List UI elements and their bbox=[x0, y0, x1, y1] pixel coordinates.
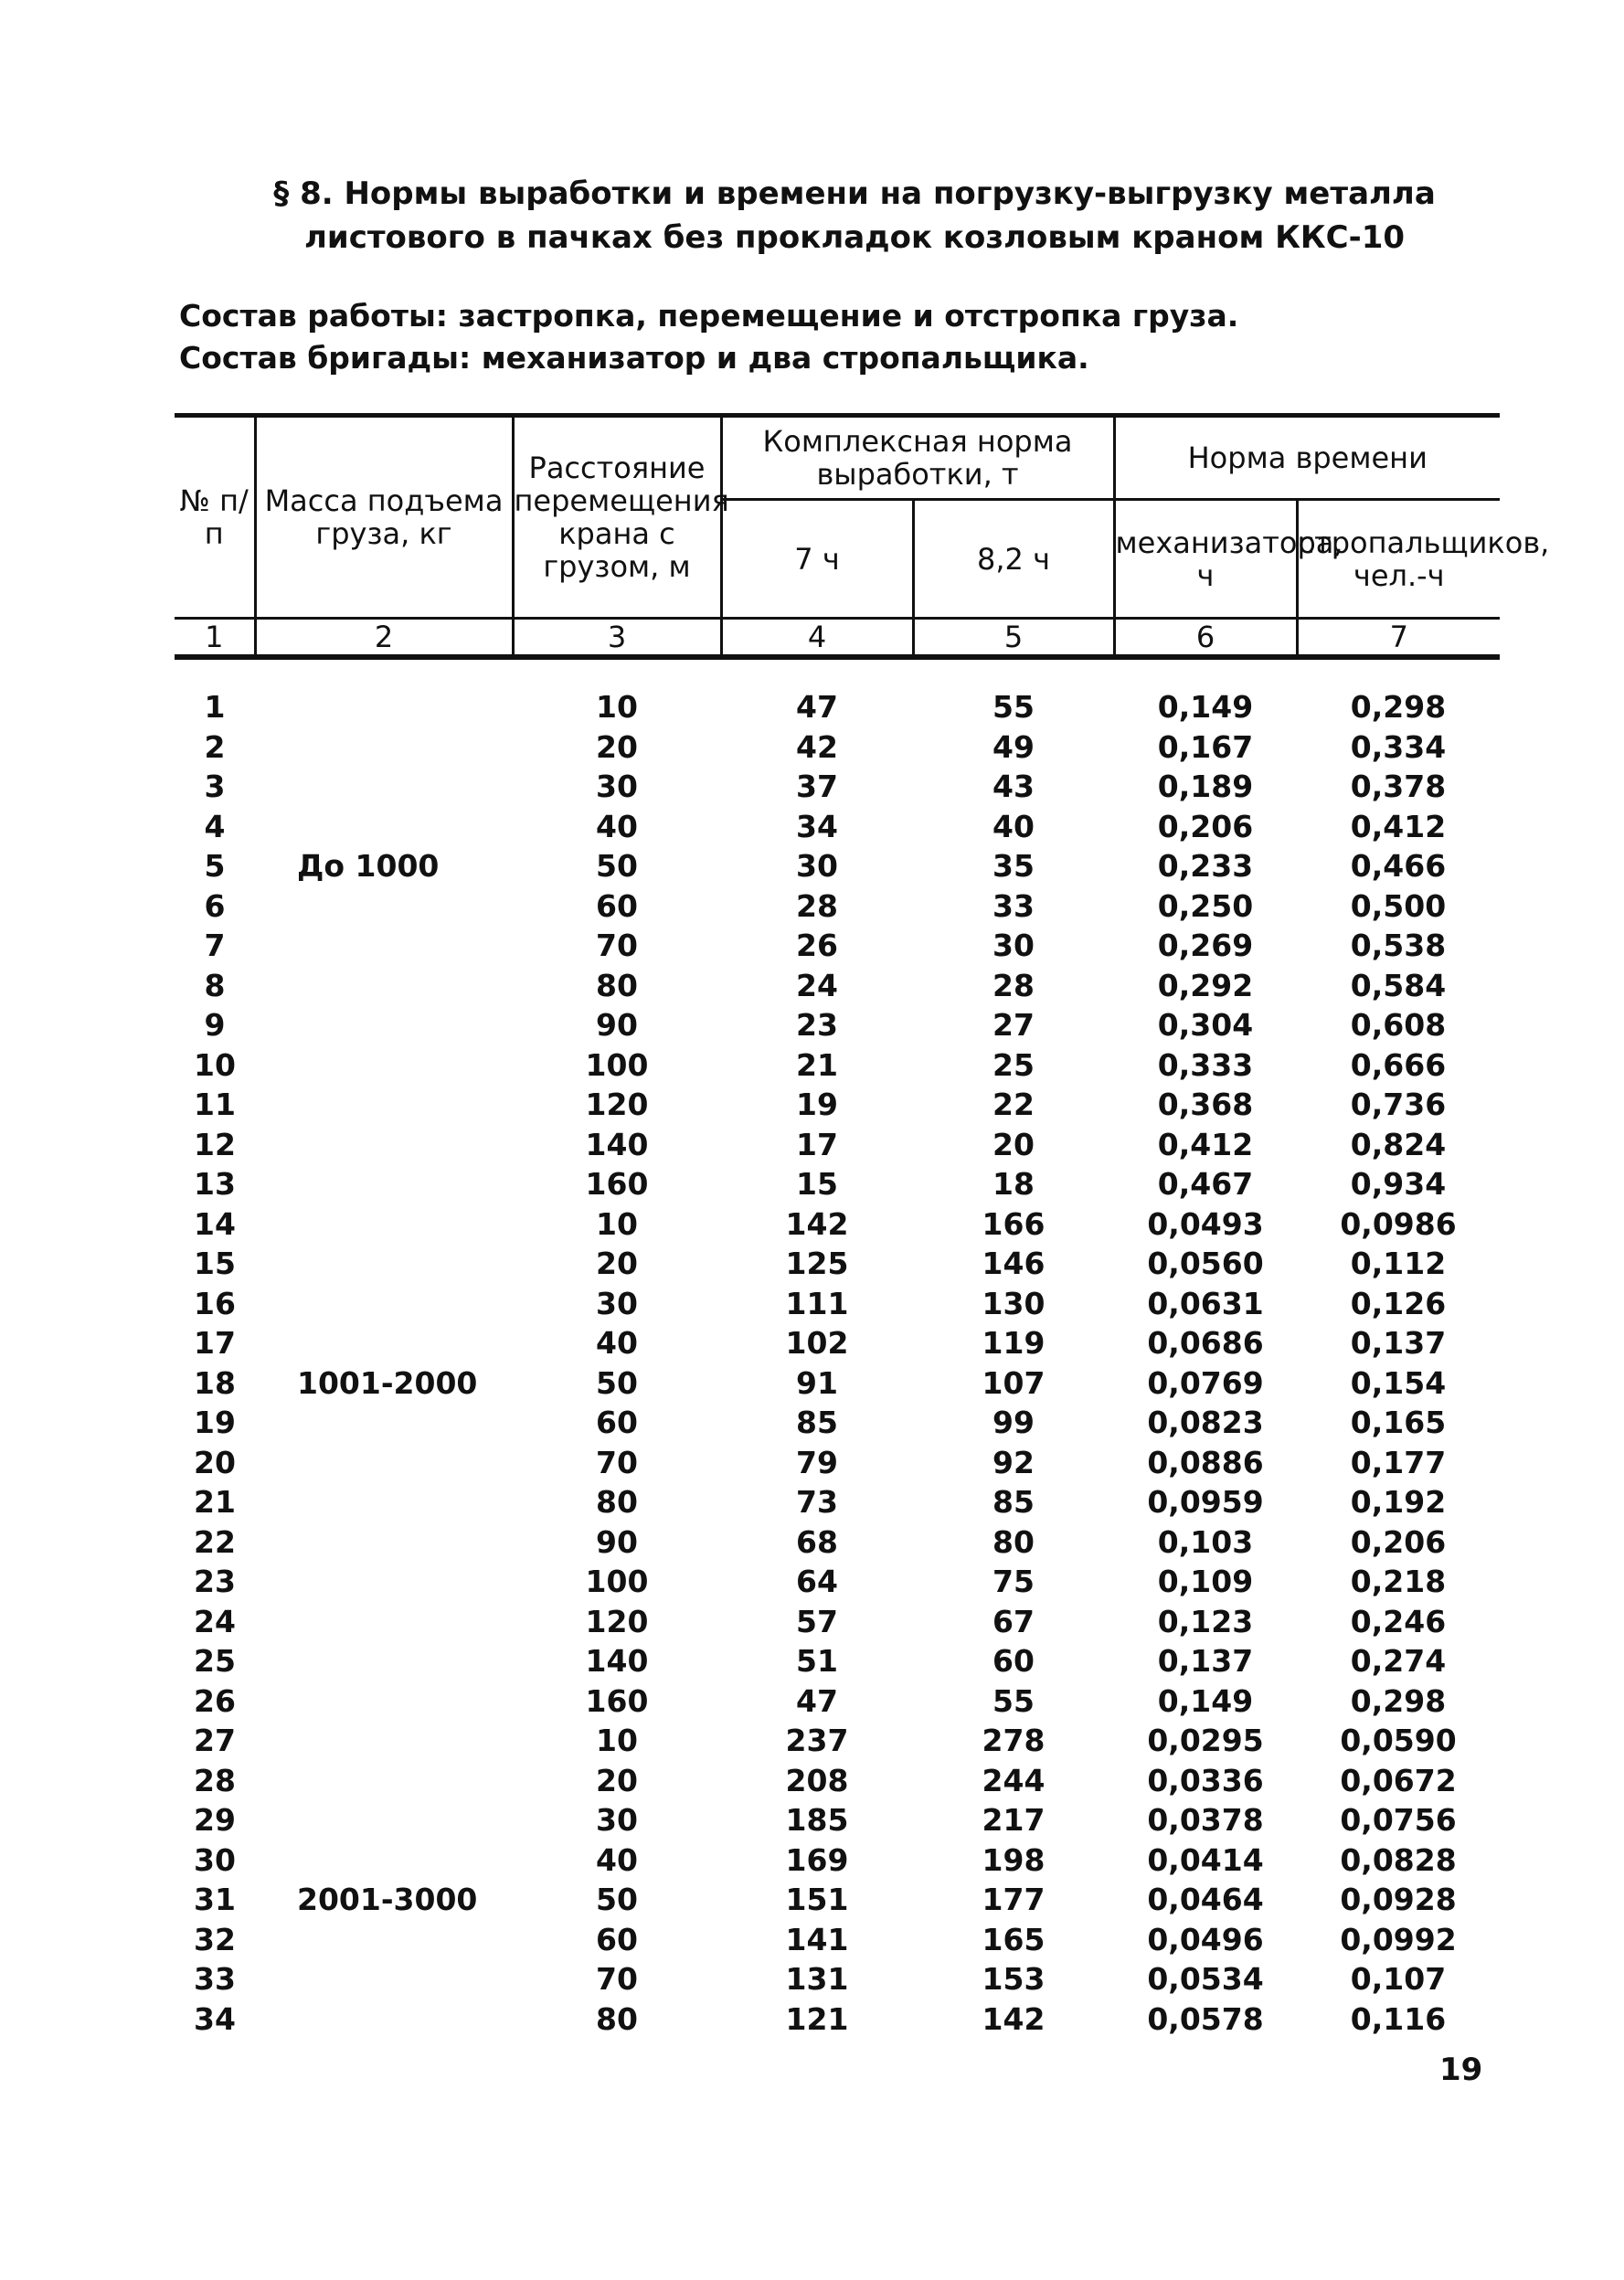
table-row bbox=[175, 966, 1500, 1006]
time-mechanic-cell: 0,0378 bbox=[1147, 1802, 1264, 1839]
mass-cell bbox=[255, 1761, 513, 1801]
row-number-cell: 29 bbox=[194, 1802, 236, 1839]
output-82h-cell: 35 bbox=[992, 848, 1035, 885]
time-mechanic-cell: 0,0493 bbox=[1147, 1205, 1264, 1242]
distance-cell: 70 bbox=[596, 1961, 638, 1998]
work-composition-text: Состав работы: застропка, перемещение и отстропка груза. bbox=[179, 298, 1239, 334]
row-number-cell: 13 bbox=[194, 1166, 236, 1203]
time-slingers-cell: 0,608 bbox=[1350, 1007, 1447, 1044]
table-row bbox=[175, 1522, 1500, 1563]
time-mechanic-cell: 0,206 bbox=[1157, 808, 1254, 844]
mass-cell bbox=[255, 1959, 513, 1999]
time-slingers-cell: 0,334 bbox=[1350, 728, 1447, 765]
output-7h-cell: 91 bbox=[796, 1364, 838, 1401]
distance-cell: 60 bbox=[596, 1405, 638, 1441]
time-slingers-cell: 0,500 bbox=[1350, 887, 1447, 924]
time-slingers-cell: 0,378 bbox=[1350, 769, 1447, 805]
time-mechanic-cell: 0,0823 bbox=[1147, 1405, 1264, 1441]
time-mechanic-cell: 0,0959 bbox=[1147, 1484, 1264, 1521]
time-mechanic-cell: 0,0560 bbox=[1147, 1246, 1264, 1282]
row-number-cell: 6 bbox=[204, 887, 226, 924]
mass-cell bbox=[255, 1999, 513, 2040]
row-number-cell: 9 bbox=[204, 1007, 226, 1044]
time-slingers-cell: 0,466 bbox=[1350, 848, 1447, 885]
table-row bbox=[175, 1284, 1500, 1324]
row-number-cell: 24 bbox=[194, 1603, 236, 1639]
output-7h-cell: 85 bbox=[796, 1405, 838, 1441]
row-number-cell: 16 bbox=[194, 1285, 236, 1321]
output-7h-cell: 42 bbox=[796, 728, 838, 765]
output-82h-cell: 217 bbox=[982, 1802, 1046, 1839]
time-slingers-cell: 0,116 bbox=[1350, 2000, 1447, 2037]
row-number-cell: 27 bbox=[194, 1723, 236, 1759]
table-row bbox=[175, 727, 1500, 768]
mass-cell bbox=[255, 1085, 513, 1125]
distance-cell: 140 bbox=[585, 1126, 649, 1162]
header-time: Норма времени bbox=[1114, 416, 1500, 500]
table-row bbox=[175, 1045, 1500, 1086]
output-82h-cell: 67 bbox=[992, 1603, 1035, 1639]
distance-cell: 90 bbox=[596, 1007, 638, 1044]
time-slingers-cell: 0,126 bbox=[1350, 1285, 1447, 1321]
time-mechanic-cell: 0,0295 bbox=[1147, 1723, 1264, 1759]
distance-cell: 30 bbox=[596, 769, 638, 805]
output-82h-cell: 75 bbox=[992, 1564, 1035, 1600]
mass-cell bbox=[255, 657, 513, 727]
output-7h-cell: 79 bbox=[796, 1444, 838, 1480]
col-number-1: 1 bbox=[175, 619, 255, 658]
mass-cell: 2001-3000 bbox=[297, 1882, 478, 1918]
table-row bbox=[175, 1721, 1500, 1761]
distance-cell: 160 bbox=[585, 1682, 649, 1719]
table-row bbox=[175, 807, 1500, 847]
col-number-6: 6 bbox=[1114, 619, 1297, 658]
time-slingers-cell: 0,666 bbox=[1350, 1046, 1447, 1083]
distance-cell: 40 bbox=[596, 808, 638, 844]
table-row bbox=[175, 1681, 1500, 1722]
distance-cell: 60 bbox=[596, 1921, 638, 1957]
output-7h-cell: 131 bbox=[785, 1961, 849, 1998]
time-slingers-cell: 0,538 bbox=[1350, 928, 1447, 964]
table-row bbox=[175, 1562, 1500, 1602]
header-output-82h: 8,2 ч bbox=[913, 500, 1114, 619]
time-mechanic-cell: 0,0414 bbox=[1147, 1841, 1264, 1878]
output-82h-cell: 130 bbox=[982, 1285, 1046, 1321]
time-slingers-cell: 0,107 bbox=[1350, 1961, 1447, 1998]
mass-cell bbox=[255, 727, 513, 768]
mass-cell: 1001-2000 bbox=[297, 1364, 478, 1401]
output-7h-cell: 26 bbox=[796, 928, 838, 964]
distance-cell: 80 bbox=[596, 2000, 638, 2037]
output-7h-cell: 169 bbox=[785, 1841, 849, 1878]
table-body bbox=[175, 657, 1500, 2039]
time-mechanic-cell: 0,292 bbox=[1157, 967, 1254, 1003]
output-7h-cell: 102 bbox=[785, 1325, 849, 1362]
time-mechanic-cell: 0,189 bbox=[1157, 769, 1254, 805]
output-7h-cell: 111 bbox=[785, 1285, 849, 1321]
output-82h-cell: 60 bbox=[992, 1643, 1035, 1680]
row-number-cell: 8 bbox=[204, 967, 226, 1003]
table-row bbox=[175, 1800, 1500, 1840]
mass-cell bbox=[255, 1482, 513, 1522]
row-number-cell: 30 bbox=[194, 1841, 236, 1878]
output-82h-cell: 244 bbox=[982, 1762, 1046, 1798]
table-row bbox=[175, 1204, 1500, 1245]
time-slingers-cell: 0,218 bbox=[1350, 1564, 1447, 1600]
time-slingers-cell: 0,137 bbox=[1350, 1325, 1447, 1362]
output-82h-cell: 107 bbox=[982, 1364, 1046, 1401]
mass-cell bbox=[255, 1403, 513, 1443]
time-mechanic-cell: 0,109 bbox=[1157, 1564, 1254, 1600]
output-7h-cell: 23 bbox=[796, 1007, 838, 1044]
table-row bbox=[175, 1602, 1500, 1642]
table-row bbox=[175, 1880, 1500, 1920]
col-number-2: 2 bbox=[255, 619, 513, 658]
table-row bbox=[175, 1959, 1500, 1999]
row-number-cell: 31 bbox=[194, 1882, 236, 1918]
time-mechanic-cell: 0,0496 bbox=[1147, 1921, 1264, 1957]
time-mechanic-cell: 0,0769 bbox=[1147, 1364, 1264, 1401]
distance-cell: 50 bbox=[596, 848, 638, 885]
distance-cell: 20 bbox=[596, 1762, 638, 1798]
row-number-cell: 15 bbox=[194, 1246, 236, 1282]
table-row bbox=[175, 1323, 1500, 1363]
mass-cell bbox=[255, 1920, 513, 1960]
mass-cell bbox=[255, 807, 513, 847]
output-7h-cell: 142 bbox=[785, 1205, 849, 1242]
time-slingers-cell: 0,177 bbox=[1350, 1444, 1447, 1480]
table-row bbox=[175, 926, 1500, 966]
row-number-cell: 20 bbox=[194, 1444, 236, 1480]
time-slingers-cell: 0,0986 bbox=[1340, 1205, 1457, 1242]
output-7h-cell: 17 bbox=[796, 1126, 838, 1162]
row-number-cell: 26 bbox=[194, 1682, 236, 1719]
output-7h-cell: 185 bbox=[785, 1802, 849, 1839]
heading-line-1: § 8. Нормы выработки и времени на погрузку-выгрузку металла bbox=[273, 175, 1436, 212]
header-output: Комплексная норма выработки, т bbox=[721, 416, 1114, 500]
output-7h-cell: 34 bbox=[796, 808, 838, 844]
output-82h-cell: 43 bbox=[992, 769, 1035, 805]
table-row bbox=[175, 1920, 1500, 1960]
col-number-3: 3 bbox=[513, 619, 721, 658]
time-mechanic-cell: 0,368 bbox=[1157, 1087, 1254, 1123]
time-slingers-cell: 0,192 bbox=[1350, 1484, 1447, 1521]
time-mechanic-cell: 0,0631 bbox=[1147, 1285, 1264, 1321]
time-slingers-cell: 0,0672 bbox=[1340, 1762, 1457, 1798]
output-7h-cell: 64 bbox=[796, 1564, 838, 1600]
distance-cell: 10 bbox=[596, 1205, 638, 1242]
row-number-cell: 17 bbox=[194, 1325, 236, 1362]
output-7h-cell: 28 bbox=[796, 887, 838, 924]
time-slingers-cell: 0,412 bbox=[1350, 808, 1447, 844]
mass-cell bbox=[255, 1721, 513, 1761]
table-row bbox=[175, 1641, 1500, 1681]
row-number-cell: 32 bbox=[194, 1921, 236, 1957]
output-82h-cell: 25 bbox=[992, 1046, 1035, 1083]
mass-cell: До 1000 bbox=[297, 848, 440, 885]
table-row bbox=[175, 1085, 1500, 1125]
time-mechanic-cell: 0,304 bbox=[1157, 1007, 1254, 1044]
output-7h-cell: 21 bbox=[796, 1046, 838, 1083]
row-number-cell: 10 bbox=[194, 1046, 236, 1083]
time-slingers-cell: 0,246 bbox=[1350, 1603, 1447, 1639]
output-82h-cell: 20 bbox=[992, 1126, 1035, 1162]
distance-cell: 120 bbox=[585, 1087, 649, 1123]
table-header bbox=[175, 416, 1550, 658]
mass-cell bbox=[255, 966, 513, 1006]
distance-cell: 140 bbox=[585, 1643, 649, 1680]
header-distance: Расстояние перемещения крана с грузом, м bbox=[513, 416, 721, 619]
output-7h-cell: 15 bbox=[796, 1166, 838, 1203]
distance-cell: 10 bbox=[596, 1723, 638, 1759]
output-82h-cell: 49 bbox=[992, 728, 1035, 765]
time-mechanic-cell: 0,269 bbox=[1157, 928, 1254, 964]
output-82h-cell: 165 bbox=[982, 1921, 1046, 1957]
time-slingers-cell: 0,298 bbox=[1350, 689, 1447, 726]
distance-cell: 30 bbox=[596, 1285, 638, 1321]
table-row bbox=[175, 1363, 1500, 1404]
row-number-cell: 25 bbox=[194, 1643, 236, 1680]
time-slingers-cell: 0,112 bbox=[1350, 1246, 1447, 1282]
distance-cell: 20 bbox=[596, 728, 638, 765]
mass-cell bbox=[255, 1284, 513, 1324]
time-slingers-cell: 0,0756 bbox=[1340, 1802, 1457, 1839]
distance-cell: 60 bbox=[596, 887, 638, 924]
table-row bbox=[175, 1403, 1500, 1443]
distance-cell: 80 bbox=[596, 967, 638, 1003]
crew-composition-text: Состав бригады: механизатор и два стропальщика. bbox=[179, 340, 1089, 376]
table-row bbox=[175, 886, 1500, 927]
row-number-cell: 14 bbox=[194, 1205, 236, 1242]
output-7h-cell: 19 bbox=[796, 1087, 838, 1123]
time-mechanic-cell: 0,0534 bbox=[1147, 1961, 1264, 1998]
time-mechanic-cell: 0,0578 bbox=[1147, 2000, 1264, 2037]
output-82h-cell: 177 bbox=[982, 1882, 1046, 1918]
norms-table bbox=[175, 413, 1550, 2039]
distance-cell: 70 bbox=[596, 1444, 638, 1480]
output-82h-cell: 33 bbox=[992, 887, 1035, 924]
output-7h-cell: 208 bbox=[785, 1762, 849, 1798]
header-mass: Масса подъема груза, кг bbox=[255, 416, 513, 619]
time-mechanic-cell: 0,0686 bbox=[1147, 1325, 1264, 1362]
output-7h-cell: 121 bbox=[785, 2000, 849, 2037]
heading-line-2: листового в пачках без прокладок козловым краном ККС-10 bbox=[303, 219, 1406, 256]
time-mechanic-cell: 0,149 bbox=[1157, 1682, 1254, 1719]
time-slingers-cell: 0,736 bbox=[1350, 1087, 1447, 1123]
distance-cell: 70 bbox=[596, 928, 638, 964]
mass-cell bbox=[255, 1522, 513, 1563]
output-82h-cell: 278 bbox=[982, 1723, 1046, 1759]
header-time-slingers: стропальщиков, чел.-ч bbox=[1297, 500, 1500, 619]
output-82h-cell: 55 bbox=[992, 1682, 1035, 1719]
time-mechanic-cell: 0,103 bbox=[1157, 1523, 1254, 1560]
distance-cell: 100 bbox=[585, 1046, 649, 1083]
header-num: № п/п bbox=[175, 416, 255, 619]
mass-cell bbox=[255, 926, 513, 966]
distance-cell: 120 bbox=[585, 1603, 649, 1639]
time-mechanic-cell: 0,250 bbox=[1157, 887, 1254, 924]
time-slingers-cell: 0,0992 bbox=[1340, 1921, 1457, 1957]
mass-cell bbox=[255, 767, 513, 807]
table-row bbox=[175, 657, 1500, 727]
output-82h-cell: 85 bbox=[992, 1484, 1035, 1521]
time-mechanic-cell: 0,137 bbox=[1157, 1643, 1254, 1680]
output-82h-cell: 80 bbox=[992, 1523, 1035, 1560]
output-7h-cell: 125 bbox=[785, 1246, 849, 1282]
row-number-cell: 5 bbox=[204, 848, 226, 885]
output-7h-cell: 37 bbox=[796, 769, 838, 805]
mass-cell bbox=[255, 1323, 513, 1363]
row-number-cell: 28 bbox=[194, 1762, 236, 1798]
output-82h-cell: 119 bbox=[982, 1325, 1046, 1362]
output-7h-cell: 30 bbox=[796, 848, 838, 885]
distance-cell: 40 bbox=[596, 1841, 638, 1878]
output-7h-cell: 24 bbox=[796, 967, 838, 1003]
time-mechanic-cell: 0,333 bbox=[1157, 1046, 1254, 1083]
row-number-cell: 33 bbox=[194, 1961, 236, 1998]
time-slingers-cell: 0,0928 bbox=[1340, 1882, 1457, 1918]
time-mechanic-cell: 0,149 bbox=[1157, 689, 1254, 726]
output-82h-cell: 99 bbox=[992, 1405, 1035, 1441]
mass-cell bbox=[255, 1125, 513, 1165]
time-mechanic-cell: 0,0464 bbox=[1147, 1882, 1264, 1918]
mass-cell bbox=[255, 1164, 513, 1204]
time-slingers-cell: 0,0590 bbox=[1340, 1723, 1457, 1759]
row-number-cell: 7 bbox=[204, 928, 226, 964]
time-slingers-cell: 0,206 bbox=[1350, 1523, 1447, 1560]
distance-cell: 50 bbox=[596, 1364, 638, 1401]
time-mechanic-cell: 0,0886 bbox=[1147, 1444, 1264, 1480]
row-number-cell: 34 bbox=[194, 2000, 236, 2037]
output-7h-cell: 47 bbox=[796, 1682, 838, 1719]
row-number-cell: 12 bbox=[194, 1126, 236, 1162]
distance-cell: 100 bbox=[585, 1564, 649, 1600]
output-7h-cell: 57 bbox=[796, 1603, 838, 1639]
table-row bbox=[175, 1244, 1500, 1284]
time-slingers-cell: 0,274 bbox=[1350, 1643, 1447, 1680]
time-mechanic-cell: 0,123 bbox=[1157, 1603, 1254, 1639]
mass-cell bbox=[255, 1641, 513, 1681]
distance-cell: 50 bbox=[596, 1882, 638, 1918]
time-slingers-cell: 0,298 bbox=[1350, 1682, 1447, 1719]
distance-cell: 90 bbox=[596, 1523, 638, 1560]
table-row bbox=[175, 1164, 1500, 1204]
col-number-7: 7 bbox=[1297, 619, 1500, 658]
time-slingers-cell: 0,0828 bbox=[1340, 1841, 1457, 1878]
section-heading bbox=[219, 172, 1490, 260]
distance-cell: 40 bbox=[596, 1325, 638, 1362]
page-number: 19 bbox=[1439, 2052, 1483, 2088]
output-82h-cell: 18 bbox=[992, 1166, 1035, 1203]
time-slingers-cell: 0,165 bbox=[1350, 1405, 1447, 1441]
table-row bbox=[175, 1840, 1500, 1881]
time-slingers-cell: 0,824 bbox=[1350, 1126, 1447, 1162]
time-slingers-cell: 0,584 bbox=[1350, 967, 1447, 1003]
distance-cell: 160 bbox=[585, 1166, 649, 1203]
mass-cell bbox=[255, 1562, 513, 1602]
mass-cell bbox=[255, 1681, 513, 1722]
time-slingers-cell: 0,934 bbox=[1350, 1166, 1447, 1203]
row-number-cell: 19 bbox=[194, 1405, 236, 1441]
output-7h-cell: 151 bbox=[785, 1882, 849, 1918]
output-82h-cell: 198 bbox=[982, 1841, 1046, 1878]
distance-cell: 10 bbox=[596, 689, 638, 726]
table-row bbox=[175, 1482, 1500, 1522]
output-7h-cell: 73 bbox=[796, 1484, 838, 1521]
output-82h-cell: 153 bbox=[982, 1961, 1046, 1998]
mass-cell bbox=[255, 1244, 513, 1284]
output-7h-cell: 237 bbox=[785, 1723, 849, 1759]
output-82h-cell: 40 bbox=[992, 808, 1035, 844]
output-7h-cell: 141 bbox=[785, 1921, 849, 1957]
col-number-4: 4 bbox=[721, 619, 913, 658]
output-82h-cell: 146 bbox=[982, 1246, 1046, 1282]
output-82h-cell: 166 bbox=[982, 1205, 1046, 1242]
table-row bbox=[175, 1125, 1500, 1165]
row-number-cell: 21 bbox=[194, 1484, 236, 1521]
output-82h-cell: 142 bbox=[982, 2000, 1046, 2037]
mass-cell bbox=[255, 1602, 513, 1642]
distance-cell: 20 bbox=[596, 1246, 638, 1282]
output-82h-cell: 28 bbox=[992, 967, 1035, 1003]
table-row bbox=[175, 767, 1500, 807]
mass-cell bbox=[255, 886, 513, 927]
time-mechanic-cell: 0,167 bbox=[1157, 728, 1254, 765]
row-number-cell: 4 bbox=[204, 808, 226, 844]
output-82h-cell: 55 bbox=[992, 689, 1035, 726]
row-number-cell: 23 bbox=[194, 1564, 236, 1600]
mass-cell bbox=[255, 1204, 513, 1245]
output-7h-cell: 51 bbox=[796, 1643, 838, 1680]
distance-cell: 80 bbox=[596, 1484, 638, 1521]
row-number-cell: 11 bbox=[194, 1087, 236, 1123]
col-number-5: 5 bbox=[913, 619, 1114, 658]
distance-cell: 30 bbox=[596, 1802, 638, 1839]
output-7h-cell: 47 bbox=[796, 689, 838, 726]
table-row bbox=[175, 1999, 1500, 2040]
mass-cell bbox=[255, 1005, 513, 1045]
mass-cell bbox=[255, 1443, 513, 1483]
row-number-cell: 22 bbox=[194, 1523, 236, 1560]
time-slingers-cell: 0,154 bbox=[1350, 1364, 1447, 1401]
mass-cell bbox=[255, 1840, 513, 1881]
output-7h-cell: 68 bbox=[796, 1523, 838, 1560]
output-82h-cell: 92 bbox=[992, 1444, 1035, 1480]
row-number-cell: 2 bbox=[204, 728, 226, 765]
row-number-cell: 18 bbox=[194, 1364, 236, 1401]
mass-cell bbox=[255, 1045, 513, 1086]
table-row bbox=[175, 1443, 1500, 1483]
row-number-cell: 1 bbox=[204, 689, 226, 726]
table-row bbox=[175, 846, 1500, 886]
header-output-7h: 7 ч bbox=[721, 500, 913, 619]
table-row bbox=[175, 1005, 1500, 1045]
time-mechanic-cell: 0,412 bbox=[1157, 1126, 1254, 1162]
output-82h-cell: 30 bbox=[992, 928, 1035, 964]
time-mechanic-cell: 0,0336 bbox=[1147, 1762, 1264, 1798]
output-82h-cell: 22 bbox=[992, 1087, 1035, 1123]
table-row bbox=[175, 1761, 1500, 1801]
output-82h-cell: 27 bbox=[992, 1007, 1035, 1044]
row-number-cell: 3 bbox=[204, 769, 226, 805]
time-mechanic-cell: 0,467 bbox=[1157, 1166, 1254, 1203]
time-mechanic-cell: 0,233 bbox=[1157, 848, 1254, 885]
header-time-mechanic: механизатора, ч bbox=[1114, 500, 1297, 619]
mass-cell bbox=[255, 1800, 513, 1840]
